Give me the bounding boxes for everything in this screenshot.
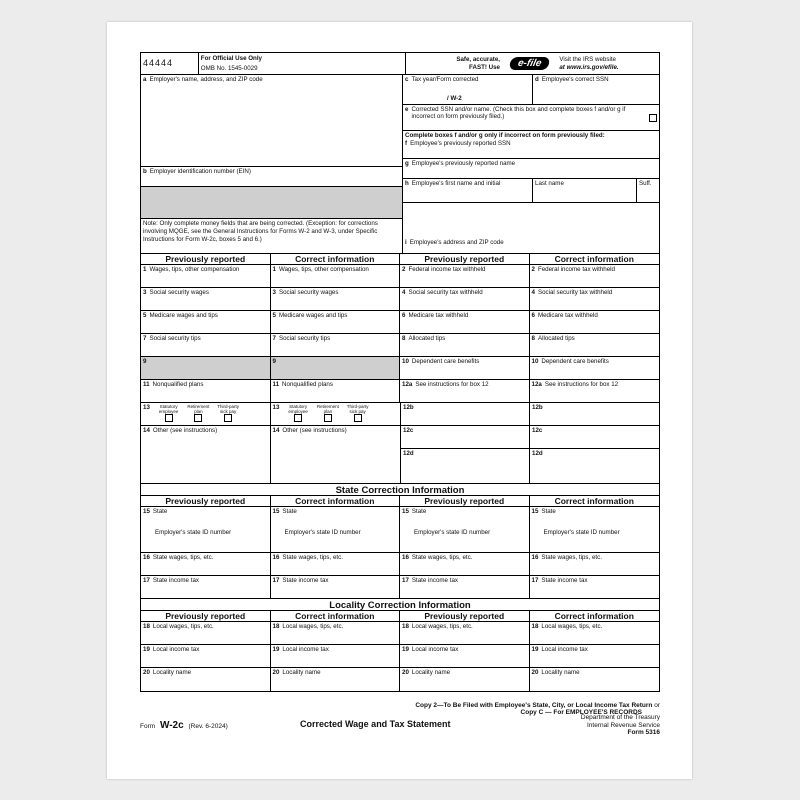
- header-prev-1: Previously reported: [141, 254, 271, 264]
- box-15-corr-2[interactable]: 15 State Employer's state ID number: [531, 508, 620, 536]
- box-18-corr-1[interactable]: 18 Local wages, tips, etc.: [271, 622, 401, 644]
- box-16-corr-2[interactable]: 16 State wages, tips, etc.: [531, 554, 602, 561]
- box-c-value: / W-2: [447, 95, 462, 102]
- box-12a-corr[interactable]: 12a See instructions for box 12: [531, 381, 619, 388]
- box-7-prev[interactable]: 7 Social security tips: [141, 334, 271, 356]
- statutory-label: Statutory employee: [158, 404, 179, 414]
- state-section-title: State Correction Information: [335, 485, 465, 495]
- box-19-corr-1[interactable]: 19 Local income tax: [271, 645, 401, 667]
- box-18-prev-1[interactable]: 18 Local wages, tips, etc.: [141, 622, 271, 644]
- box-15-prev-1[interactable]: 15 State Employer's state ID number: [141, 507, 271, 552]
- form-revision: (Rev. 6-2024): [188, 723, 228, 730]
- box-17-prev-1[interactable]: 17 State income tax: [141, 576, 271, 598]
- dept-label: Department of the Treasury: [580, 714, 660, 721]
- retirement-checkbox-corr[interactable]: [324, 414, 332, 422]
- copy-c-label: Copy C — For EMPLOYEE'S RECORDS: [520, 709, 642, 716]
- box-f-prev-ssn[interactable]: f Employee's previously reported SSN: [403, 139, 659, 159]
- form-number: Form 5316: [627, 729, 660, 736]
- box-g-prev-name[interactable]: g Employee's previously reported name: [403, 159, 659, 179]
- box-6-corr[interactable]: 6 Medicare tax withheld: [531, 312, 598, 319]
- form-paper: [107, 22, 692, 779]
- irs-label: Internal Revenue Service: [587, 721, 660, 729]
- box-e-corrected[interactable]: e Corrected SSN and/or name. (Check this box and complete boxes f and/or g if incorrect on form previously filed.): [403, 105, 659, 131]
- box-11-prev[interactable]: 11 Nonqualified plans: [141, 380, 271, 402]
- box-7-corr[interactable]: 7 Social security tips: [271, 334, 401, 356]
- box-19-prev-2[interactable]: 19 Local income tax: [400, 645, 530, 667]
- header-corr-1: Correct information: [271, 254, 401, 264]
- state-header-prev-1: Previously reported: [141, 496, 271, 506]
- locality-header-prev-2: Previously reported: [400, 611, 530, 621]
- box-h-suffix[interactable]: Suff.: [639, 180, 652, 187]
- omb-number: OMB No. 1545-0029: [200, 65, 258, 72]
- box-h-last-name[interactable]: Last name: [533, 179, 637, 202]
- box-2-prev[interactable]: 2 Federal income tax withheld: [400, 265, 530, 287]
- box-b-ein[interactable]: b Employer identification number (EIN): [141, 167, 402, 187]
- box-20-prev-2[interactable]: 20 Locality name: [400, 668, 530, 691]
- copy-2-label: Copy 2—To Be Filed with Employee's State, City, or Local Income Tax Return: [415, 702, 653, 709]
- box-12c-corr[interactable]: 12c: [532, 427, 543, 434]
- box-e-checkbox[interactable]: [649, 114, 657, 122]
- box-17-corr-2[interactable]: 17 State income tax: [531, 577, 588, 584]
- form-label: Form: [140, 723, 156, 730]
- header-prev-2: Previously reported: [400, 254, 530, 264]
- box-12d-corr[interactable]: 12d: [532, 450, 543, 457]
- third-party-checkbox-prev[interactable]: [224, 414, 232, 422]
- box-19-prev-1[interactable]: 19 Local income tax: [141, 645, 271, 667]
- box-5-prev[interactable]: 5 Medicare wages and tips: [141, 311, 271, 333]
- locality-header-corr-2: Correct information: [554, 611, 634, 621]
- box-14-corr[interactable]: 14 Other (see instructions): [272, 427, 347, 434]
- money-fields-note: Note: Only complete money fields that are being corrected. (Exception: for corrections involving MQGE, see the General Instructions for Forms W-2 and W-3, under Specific Instructions for Form W-2c, boxes 5 and 6.): [143, 220, 378, 243]
- safe-label: Safe, accurate,: [456, 55, 500, 63]
- fast-label: FAST! Use: [469, 63, 500, 71]
- retirement-label: Retirement plan: [187, 404, 210, 414]
- shaded-area: [141, 187, 402, 219]
- complete-note: Complete boxes f and/or g only if incorrect on form previously filed:: [405, 132, 605, 139]
- box-8-corr[interactable]: 8 Allocated tips: [531, 335, 575, 342]
- box-4-prev[interactable]: 4 Social security tax withheld: [400, 288, 530, 310]
- box-13-prev: 13 Statutory employee Retirement plan Third-party sick pay: [141, 403, 271, 425]
- box-20-prev-1[interactable]: 20 Locality name: [141, 668, 271, 691]
- box-18-prev-2[interactable]: 18 Local wages, tips, etc.: [400, 622, 530, 644]
- box-d-correct-ssn[interactable]: d Employee's correct SSN: [535, 76, 609, 83]
- form-name: W-2c: [159, 720, 184, 731]
- state-header-corr-2: Correct information: [554, 496, 634, 506]
- or-label: or: [654, 702, 660, 709]
- box-12b-prev[interactable]: 12b: [401, 403, 530, 425]
- box-10-prev[interactable]: 10 Dependent care benefits: [400, 357, 530, 379]
- box-1-prev[interactable]: 1 Wages, tips, other compensation: [141, 265, 271, 287]
- box-10-corr[interactable]: 10 Dependent care benefits: [531, 358, 609, 365]
- void-code: 44444: [141, 53, 199, 74]
- header-corr-2: Correct information: [554, 254, 634, 264]
- form-footer: [140, 702, 660, 737]
- box-14-prev[interactable]: 14 Other (see instructions): [141, 426, 271, 483]
- visit-label: Visit the IRS website: [559, 55, 616, 63]
- third-party-checkbox-corr[interactable]: [354, 414, 362, 422]
- box-12d-prev[interactable]: 12d: [401, 449, 530, 483]
- box-19-corr-2[interactable]: 19 Local income tax: [531, 646, 588, 653]
- statutory-checkbox-prev[interactable]: [165, 414, 173, 422]
- statutory-checkbox-corr[interactable]: [294, 414, 302, 422]
- w2c-form: [140, 52, 660, 692]
- box-12c-prev[interactable]: 12c: [401, 426, 530, 448]
- third-party-label: Third-party sick pay: [217, 404, 239, 414]
- state-header-corr-1: Correct information: [271, 496, 401, 506]
- box-16-corr-1[interactable]: 16 State wages, tips, etc.: [271, 553, 401, 575]
- box-i-address[interactable]: i Employee's address and ZIP code: [405, 239, 504, 246]
- box-13-corr: 13 Statutory employee Retirement plan Third-party sick pay: [271, 403, 401, 425]
- box-8-prev[interactable]: 8 Allocated tips: [400, 334, 530, 356]
- box-2-corr[interactable]: 2 Federal income tax withheld: [531, 266, 615, 273]
- box-6-prev[interactable]: 6 Medicare tax withheld: [400, 311, 530, 333]
- box-16-prev-1[interactable]: 16 State wages, tips, etc.: [141, 553, 271, 575]
- box-15-corr-1[interactable]: 15 State Employer's state ID number: [271, 507, 401, 552]
- box-3-corr[interactable]: 3 Social security wages: [271, 288, 401, 310]
- state-header-prev-2: Previously reported: [400, 496, 530, 506]
- efile-url: at www.irs.gov/efile.: [559, 63, 619, 71]
- locality-header-prev-1: Previously reported: [141, 611, 271, 621]
- efile-logo: e-file: [509, 57, 551, 70]
- form-title: Corrected Wage and Tax Statement: [300, 719, 451, 729]
- box-17-corr-1[interactable]: 17 State income tax: [271, 576, 401, 598]
- box-18-corr-2[interactable]: 18 Local wages, tips, etc.: [531, 623, 603, 630]
- box-c-tax-year[interactable]: c Tax year/Form corrected / W-2: [403, 75, 533, 104]
- box-16-prev-2[interactable]: 16 State wages, tips, etc.: [400, 553, 530, 575]
- box-17-prev-2[interactable]: 17 State income tax: [400, 576, 530, 598]
- official-use-label: For Official Use Only: [200, 55, 262, 62]
- box-3-prev[interactable]: 3 Social security wages: [141, 288, 271, 310]
- box-9-prev: 9: [141, 357, 271, 379]
- box-11-corr[interactable]: 11 Nonqualified plans: [271, 380, 401, 402]
- box-h-first-name[interactable]: h Employee's first name and initial: [403, 179, 533, 202]
- box-20-corr-1[interactable]: 20 Locality name: [271, 668, 401, 691]
- locality-section-title: Locality Correction Information: [329, 600, 471, 610]
- box-a-employer[interactable]: a Employer's name, address, and ZIP code: [141, 75, 402, 167]
- box-20-corr-2[interactable]: 20 Locality name: [531, 669, 580, 676]
- box-12b-corr[interactable]: 12b: [532, 404, 543, 411]
- box-9-corr: 9: [271, 357, 401, 379]
- box-1-corr[interactable]: 1 Wages, tips, other compensation: [271, 265, 401, 287]
- box-4-corr[interactable]: 4 Social security tax withheld: [531, 289, 613, 296]
- box-12a-prev[interactable]: 12a See instructions for box 12: [400, 380, 530, 402]
- box-5-corr[interactable]: 5 Medicare wages and tips: [271, 311, 401, 333]
- locality-header-corr-1: Correct information: [271, 611, 401, 621]
- retirement-checkbox-prev[interactable]: [194, 414, 202, 422]
- box-15-prev-2[interactable]: 15 State Employer's state ID number: [400, 507, 530, 552]
